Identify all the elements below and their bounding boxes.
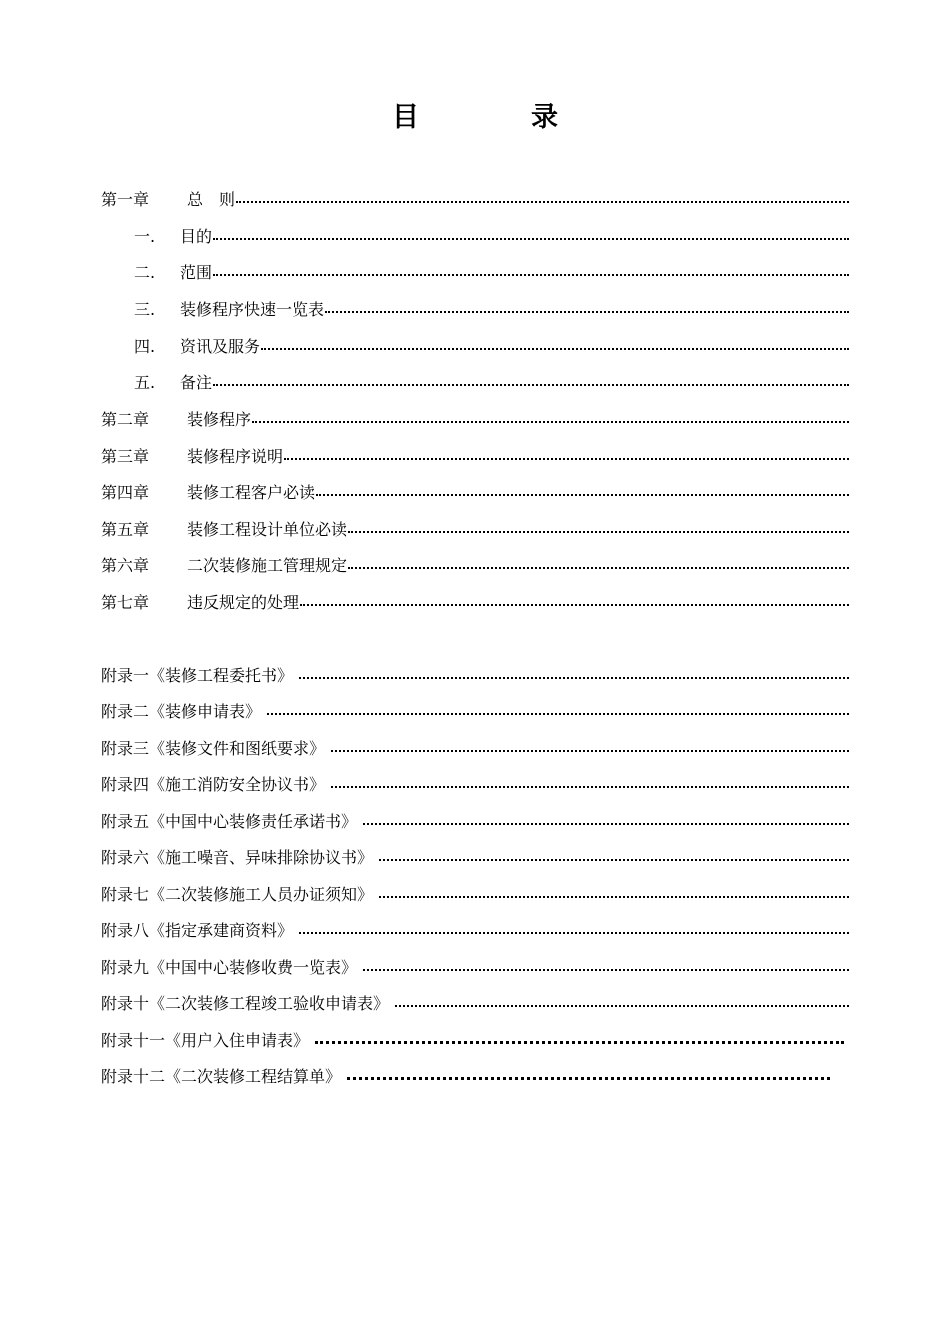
- chapter-title: 装修程序说明: [187, 447, 284, 466]
- dot-leader: [267, 710, 849, 715]
- appendix-title: 附录六《施工噪音、异味排除协议书》: [101, 848, 374, 867]
- chapter-title: 违反规定的处理: [187, 593, 300, 612]
- chapter-number: 第六章: [101, 556, 150, 575]
- toc-entry-section-5[interactable]: [101, 372, 849, 394]
- toc-entry-section-4[interactable]: [101, 336, 849, 358]
- dot-leader: [252, 418, 849, 423]
- section-title: 装修程序快速一览表: [180, 300, 325, 319]
- toc-entry-appendix-3[interactable]: [101, 738, 849, 760]
- dot-leader: [395, 1002, 849, 1007]
- dot-leader: [300, 601, 849, 606]
- toc-entry-chapter-3[interactable]: [101, 446, 849, 468]
- dot-leader: [213, 235, 849, 240]
- toc-entry-appendix-10[interactable]: [101, 993, 849, 1015]
- dot-leader: [347, 1074, 830, 1080]
- toc-entry-appendix-4[interactable]: [101, 774, 849, 796]
- dot-leader: [261, 345, 849, 350]
- dot-leader: [363, 966, 849, 971]
- toc-entry-appendix-2[interactable]: [101, 701, 849, 723]
- section-title: 范围: [180, 263, 213, 282]
- dot-leader: [213, 271, 849, 276]
- toc-entry-appendix-7[interactable]: [101, 884, 849, 906]
- toc-entry-section-1[interactable]: [101, 226, 849, 248]
- dot-leader: [331, 783, 849, 788]
- toc-entry-section-3[interactable]: [101, 299, 849, 321]
- toc-entry-appendix-9[interactable]: [101, 957, 849, 979]
- appendix-title: 附录一《装修工程委托书》: [101, 666, 294, 685]
- dot-leader: [299, 929, 849, 934]
- dot-leader: [316, 491, 849, 496]
- chapter-number: 第四章: [101, 483, 150, 502]
- toc-entry-chapter-1[interactable]: [101, 189, 849, 211]
- appendix-title: 附录五《中国中心装修责任承诺书》: [101, 812, 358, 831]
- chapter-title: 装修工程客户必读: [187, 483, 316, 502]
- section-number: 五.: [134, 373, 156, 392]
- dot-leader: [331, 747, 849, 752]
- dot-leader: [325, 308, 849, 313]
- chapter-number: 第七章: [101, 593, 150, 612]
- section-number: 四.: [134, 337, 156, 356]
- chapter-title: 装修程序: [187, 410, 252, 429]
- toc-entry-appendix-8[interactable]: [101, 920, 849, 942]
- dot-leader: [379, 856, 849, 861]
- dot-leader: [363, 820, 849, 825]
- title-char-1: 目: [392, 102, 419, 133]
- section-title: 资讯及服务: [180, 337, 261, 356]
- toc-entry-chapter-7[interactable]: [101, 592, 849, 614]
- appendix-title: 附录八《指定承建商资料》: [101, 921, 294, 940]
- appendix-title: 附录十《二次装修工程竣工验收申请表》: [101, 994, 390, 1013]
- chapter-number: 第五章: [101, 520, 150, 539]
- dot-leader: [236, 198, 849, 203]
- toc-entry-section-2[interactable]: [101, 262, 849, 284]
- dot-leader: [315, 1038, 844, 1044]
- toc-entry-appendix-12[interactable]: [101, 1066, 830, 1088]
- appendix-title: 附录九《中国中心装修收费一览表》: [101, 958, 358, 977]
- dot-leader: [379, 893, 849, 898]
- dot-leader: [213, 381, 849, 386]
- dot-leader: [348, 564, 849, 569]
- toc-title: [0, 98, 950, 138]
- chapter-title: 总 则: [187, 190, 236, 209]
- toc-entry-chapter-4[interactable]: [101, 482, 849, 504]
- section-title: 备注: [180, 373, 213, 392]
- chapter-number: 第一章: [101, 190, 150, 209]
- appendix-title: 附录十一《用户入住申请表》: [101, 1031, 310, 1050]
- appendix-title: 附录十二《二次装修工程结算单》: [101, 1067, 342, 1086]
- section-number: 三.: [134, 300, 156, 319]
- toc-entry-chapter-2[interactable]: [101, 409, 849, 431]
- dot-leader: [348, 528, 849, 533]
- appendix-title: 附录七《二次装修施工人员办证须知》: [101, 885, 374, 904]
- appendix-title: 附录三《装修文件和图纸要求》: [101, 739, 326, 758]
- section-number: 二.: [134, 263, 156, 282]
- dot-leader: [284, 455, 849, 460]
- appendix-title: 附录四《施工消防安全协议书》: [101, 775, 326, 794]
- chapter-number: 第二章: [101, 410, 150, 429]
- toc-entry-chapter-5[interactable]: [101, 519, 849, 541]
- toc-entry-chapter-6[interactable]: [101, 555, 849, 577]
- section-title: 目的: [180, 227, 213, 246]
- chapter-title: 二次装修施工管理规定: [187, 556, 348, 575]
- appendix-title: 附录二《装修申请表》: [101, 702, 262, 721]
- title-char-2: 录: [531, 102, 558, 133]
- chapter-title: 装修工程设计单位必读: [187, 520, 348, 539]
- chapter-number: 第三章: [101, 447, 150, 466]
- toc-entry-appendix-11[interactable]: [101, 1030, 844, 1052]
- toc-entry-appendix-1[interactable]: [101, 665, 849, 687]
- toc-entry-appendix-6[interactable]: [101, 847, 849, 869]
- dot-leader: [299, 674, 849, 679]
- section-number: 一.: [134, 227, 156, 246]
- toc-entry-appendix-5[interactable]: [101, 811, 849, 833]
